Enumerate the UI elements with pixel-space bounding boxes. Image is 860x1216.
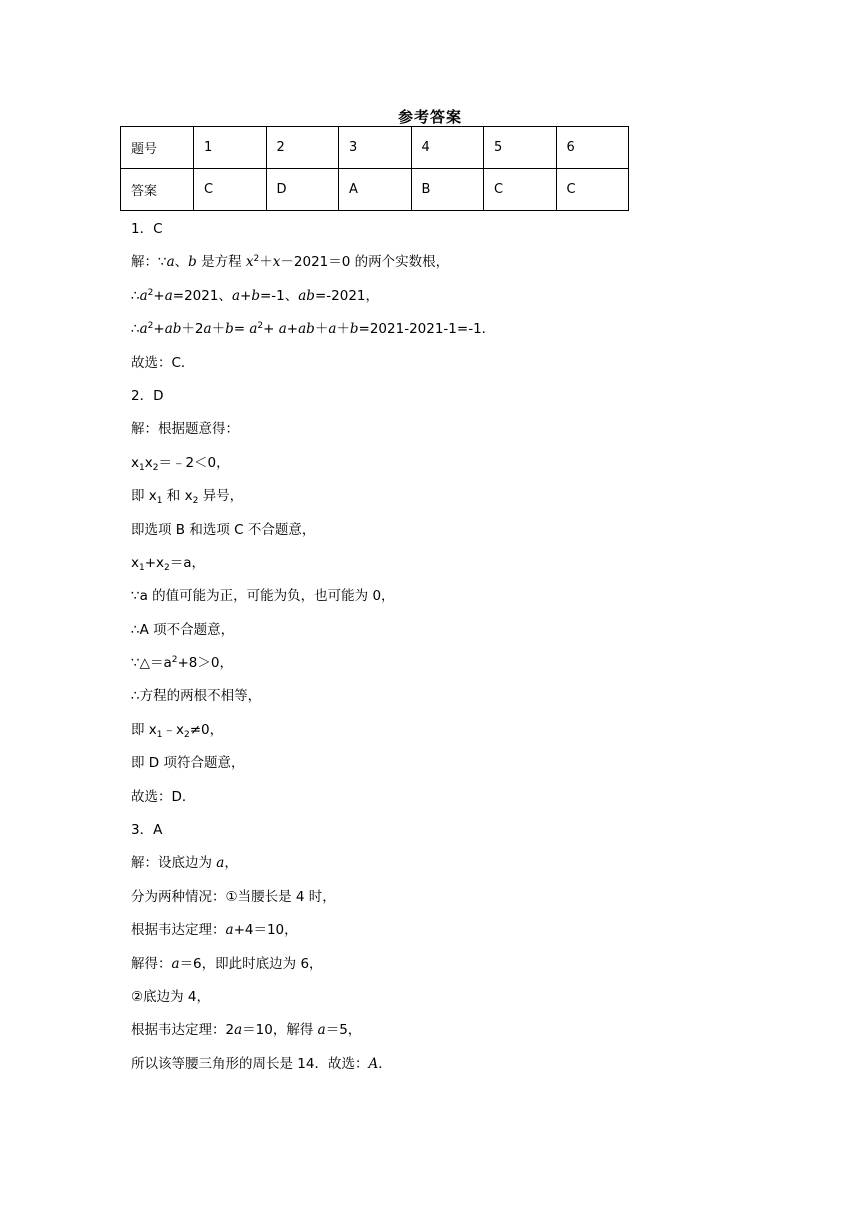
question-heading: 1．C <box>131 221 163 237</box>
solution-line: 解：设底边为 a， <box>131 855 238 872</box>
table-cell: B <box>411 169 484 211</box>
table-cell: C <box>484 169 557 211</box>
solution-line: 所以该等腰三角形的周长是 14．故选：A． <box>131 1055 392 1072</box>
solution-line: 故选：D． <box>131 788 196 805</box>
solution-line: $\because\triangle=a^2+8>0$， <box>131 655 233 672</box>
solution-line: 故选：C． <box>131 354 195 371</box>
question-heading: 2．D <box>131 387 164 404</box>
table-cell: 2 <box>266 127 339 169</box>
answer-table <box>120 126 629 211</box>
page-title: 参考答案 <box>397 108 462 126</box>
solution-line: 根据韦达定理：2a＝10，解得 a＝5， <box>131 1022 362 1039</box>
table-cell: 4 <box>411 127 484 169</box>
solution-line: 即 $x_1$ 和 $x_2$ 异号， <box>131 488 244 507</box>
table-header-cell: 答案 <box>121 169 194 211</box>
table-cell: 5 <box>484 127 557 169</box>
solution-line: 根据韦达定理：a+4＝10， <box>131 922 298 939</box>
table-cell: C <box>194 169 267 211</box>
table-cell: C <box>556 169 629 211</box>
solution-line: ②底边为 4， <box>131 988 210 1005</box>
solution-line: 解：根据题意得： <box>131 421 239 438</box>
table-cell: 3 <box>339 127 412 169</box>
solution-line: $\therefore a^2+a=2021$、a+b=-1、ab=-2021， <box>131 287 379 304</box>
solutions <box>131 220 791 1088</box>
solution-line: ∵a 的值可能为正，可能为负，也可能为 0， <box>131 588 395 605</box>
solution-line: ∴A 项不合题意， <box>131 621 235 638</box>
solution-line: $\therefore a^2+ab+2a+b= a^2+ a+ab+a+b=2021-2021-1=-1$． <box>131 321 496 338</box>
solution-line: ∴方程的两根不相等， <box>131 688 262 705</box>
table-row <box>121 169 629 211</box>
solution-line: 即 $x_1﹣x_2\ne 0$， <box>131 721 224 740</box>
table-cell: 6 <box>556 127 629 169</box>
solution-line: 解：∵a、b 是方程 $x^2+x-2021=0$ 的两个实数根， <box>131 254 450 271</box>
solution-line: $x_1x_2=﹣2<0$， <box>131 454 230 473</box>
table-cell: D <box>266 169 339 211</box>
solution-line: 即 D 项符合题意， <box>131 755 245 772</box>
solution-line: 解得：a＝6，即此时底边为 6， <box>131 955 323 972</box>
solution-line: 分为两种情况：①当腰长是 4 时， <box>131 888 336 905</box>
table-cell: A <box>339 169 412 211</box>
solution-line: $x_1+x_2=a$， <box>131 554 206 573</box>
table-header-cell: 题号 <box>121 127 194 169</box>
table-row <box>121 127 629 169</box>
question-heading: 3．A <box>131 822 163 839</box>
solution-line: 即选项 B 和选项 C 不合题意， <box>131 521 316 538</box>
table-cell: 1 <box>194 127 267 169</box>
